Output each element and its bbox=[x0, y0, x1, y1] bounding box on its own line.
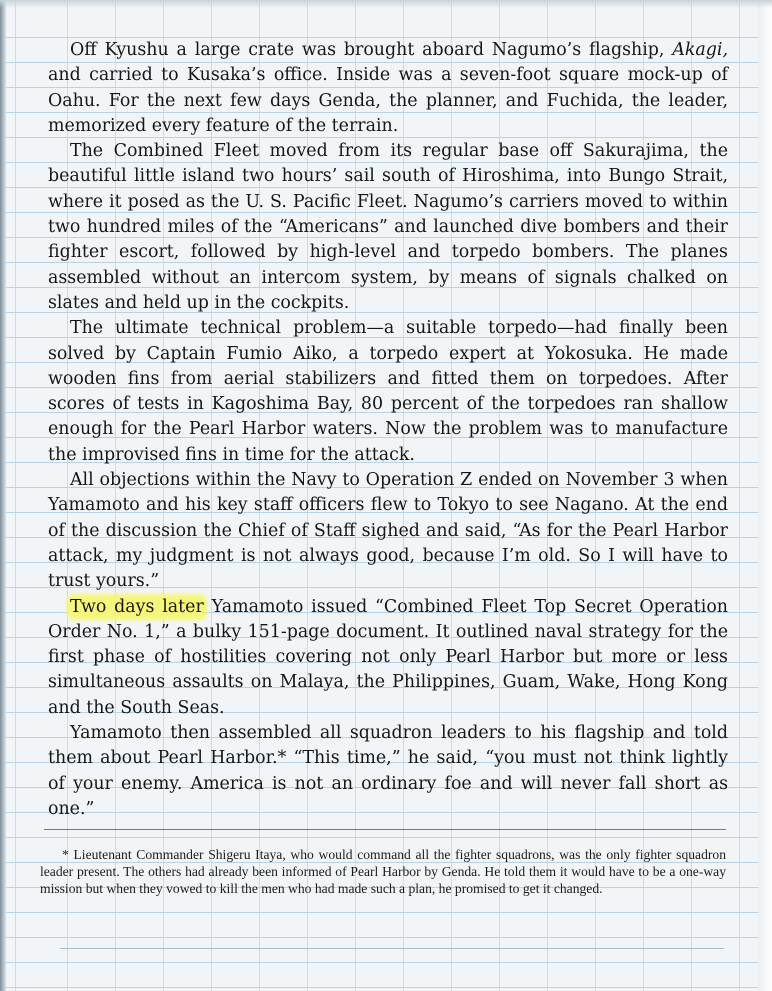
scan-top-edge bbox=[0, 0, 772, 8]
paragraph-operation-order bbox=[48, 595, 728, 721]
highlighted-text[interactable]: Two days later bbox=[70, 596, 204, 617]
paragraph-operation-z: All objections within the Navy to Operation Z ended on November 3 when Yamamoto and his key staff officers flew to Tokyo to see Nagano. At the end of the discussion the Chief of Staff sighed and said, “As for the Pearl Harbor attack, my judgment is not always good, because I’m old. So I will have to trust yours.” bbox=[48, 470, 728, 592]
main-text bbox=[48, 38, 728, 822]
paragraph-text: and carried to Kusaka’s office. Inside was a seven-foot square mock-up of Oahu. For the next few days Genda, the planner, and Fuchida, the leader, memorized every feature of the terrain. bbox=[48, 65, 728, 136]
scan-right-edge bbox=[758, 0, 772, 991]
paragraph-text: Yamamoto issued “Combined Fleet Top Secret Operation Order No. 1,” a bulky 151-page document. It outlined naval strategy for the first phase of hostilities covering not only Pearl Harbor but more or less simultaneous assaults on Malaya, the Philippines, Guam, Wake, Hong Kong and the South Seas. bbox=[48, 596, 728, 718]
footnote: * Lieutenant Commander Shigeru Itaya, who would command all the fighter squadrons, was the only fighter squadron leader present. The others had already been informed of Pearl Harbor by Genda. He told them it would have to be a one-way mission but when they vowed to kill the men who had made such a plan, he promised to get it changed. bbox=[40, 847, 726, 896]
paragraph-text: Off Kyushu a large crate was brought aboard Nagumo’s flagship, bbox=[70, 40, 673, 60]
footnote-divider bbox=[44, 829, 726, 830]
paragraph-squadron-leaders: Yamamoto then assembled all squadron leaders to his flagship and told them about Pearl Harbor.* “This time,” he said, “you must not think lightly of your enemy. America is not an ordinary foe and will never fall short as one.” bbox=[48, 723, 728, 819]
bottom-grid-line bbox=[60, 948, 724, 949]
paragraph-torpedo-problem: The ultimate technical problem—a suitable torpedo—had finally been solved by Captain Fumio Aiko, a torpedo expert at Yokosuka. He made wooden fins from aerial stabilizers and fitted them on torpedoes. After scores of tests in Kagoshima Bay, 80 percent of the torpedoes ran shallow enough for the Pearl Harbor waters. Now the problem was to manufacture the improvised fins in time for the attack. bbox=[48, 318, 728, 465]
paragraph-combined-fleet: The Combined Fleet moved from its regular base off Sakurajima, the beautiful little island two hours’ sail south of Hiroshima, into Bungo Strait, where it posed as the U. S. Pacific Fleet. Nagumo’s carriers moved to within two hundred miles of the “Americans” and launched dive bombers and their fighter escort, followed by high-level and torpedo bombers. The planes assembled without an intercom system, by means of signals chalked on slates and held up in the cockpits. bbox=[48, 141, 728, 313]
ship-name-italic: Akagi, bbox=[672, 40, 728, 60]
paragraph-akagi-mockup bbox=[48, 38, 728, 139]
scan-left-edge bbox=[0, 0, 6, 991]
